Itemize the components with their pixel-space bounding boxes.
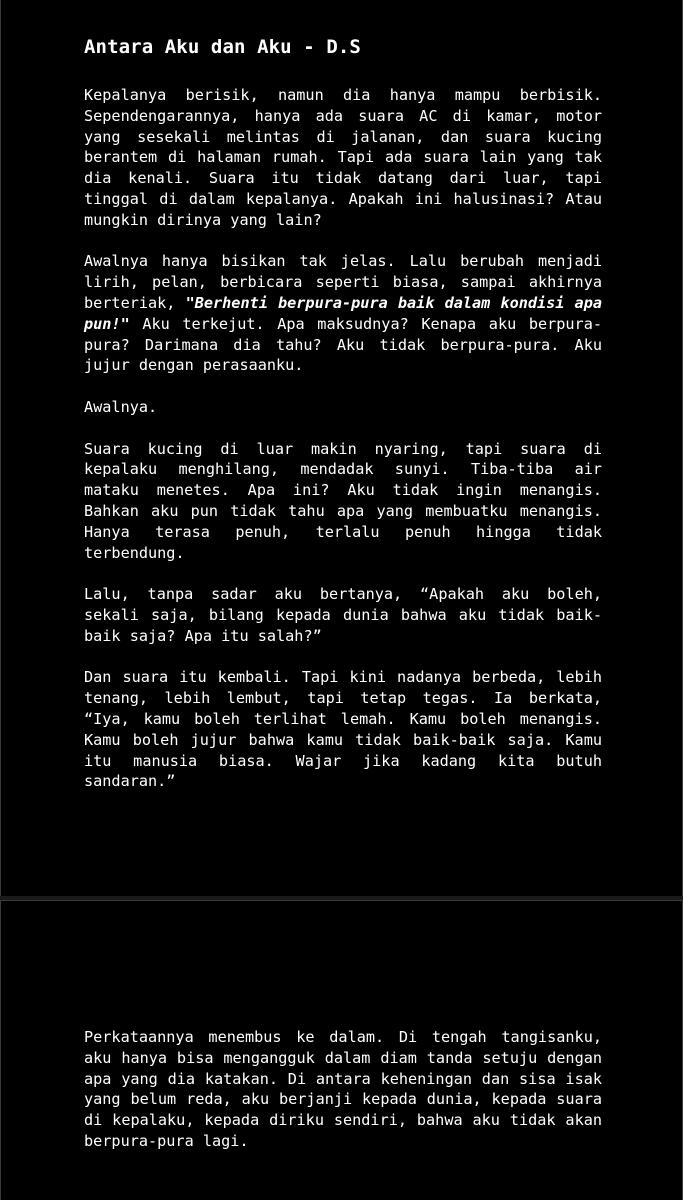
paragraph-2 — [84, 251, 602, 376]
paragraph-4: Suara kucing di luar makin nyaring, tapi suara di kepalaku menghilang, mendadak sunyi. Tiba-tiba air mataku menetes. Apa ini? Aku tidak ingin menangis. Bahkan aku pun tidak tahu apa yang membuatku menangis. Hanya terasa penuh, terlalu penuh hingga tidak terbendung. — [84, 439, 602, 562]
paragraph-6: Dan suara itu kembali. Tapi kini nadanya berbeda, lebih tenang, lebih lembut, tapi tetap tegas. Ia berkata, “Iya, kamu boleh terlihat lemah. Kamu boleh menangis. Kamu boleh jujur bahwa kamu tidak baik-baik saja. Kamu itu manusia biasa. Wajar jika kadang kita butuh sandaran.” — [84, 668, 602, 791]
paragraph-2-before: Awalnya hanya bisikan tak jelas. Lalu berubah menjadi lirih, pelan, berbicara seperti biasa, sampai akhirnya berteriak, — [84, 252, 602, 312]
story-title: Antara Aku dan Aku - D.S — [84, 36, 361, 58]
story-text-page-1 — [84, 85, 602, 792]
paragraph-5: Lalu, tanpa sadar aku bertanya, “Apakah aku boleh, sekali saja, bilang kepada dunia bahwa aku tidak baik-baik saja? Apa itu salah?” — [84, 585, 602, 645]
paragraph-7: Perkataannya menembus ke dalam. Di tengah tangisanku, aku hanya bisa mengangguk dalam diam tanda setuju dengan apa yang dia katakan. Di antara keheningan dan sisa isak yang belum reda, aku berjanji kepada dunia, kepada suara di kepalaku, kepada diriku sendiri, bahwa aku tidak akan berpura-pura lagi. — [84, 1028, 602, 1150]
paragraph-3: Awalnya. — [84, 397, 158, 416]
story-text-page-2 — [84, 1027, 602, 1152]
page-2 — [0, 900, 683, 1200]
paragraph-1: Kepalanya berisik, namun dia hanya mampu berbisik. Sependengarannya, hanya ada suara AC di kamar, motor yang sesekali melintas di jalanan, dan suara kucing berantem di halaman rumah. Tapi ada suara lain yang tak dia kenali. Suara itu tidak datang dari luar, tapi tinggal di dalam kepalanya. Apakah ini halusinasi? Atau mungkin dirinya yang lain? — [84, 86, 602, 229]
shouted-quote: "Berhenti berpura-pura baik dalam kondisi apa pun!" — [84, 293, 602, 333]
paragraph-2-after: Aku terkejut. Apa maksudnya? Kenapa aku berpura-pura? Darimana dia tahu? Aku tidak berpura-pura. Aku jujur dengan perasaanku. — [84, 314, 602, 375]
